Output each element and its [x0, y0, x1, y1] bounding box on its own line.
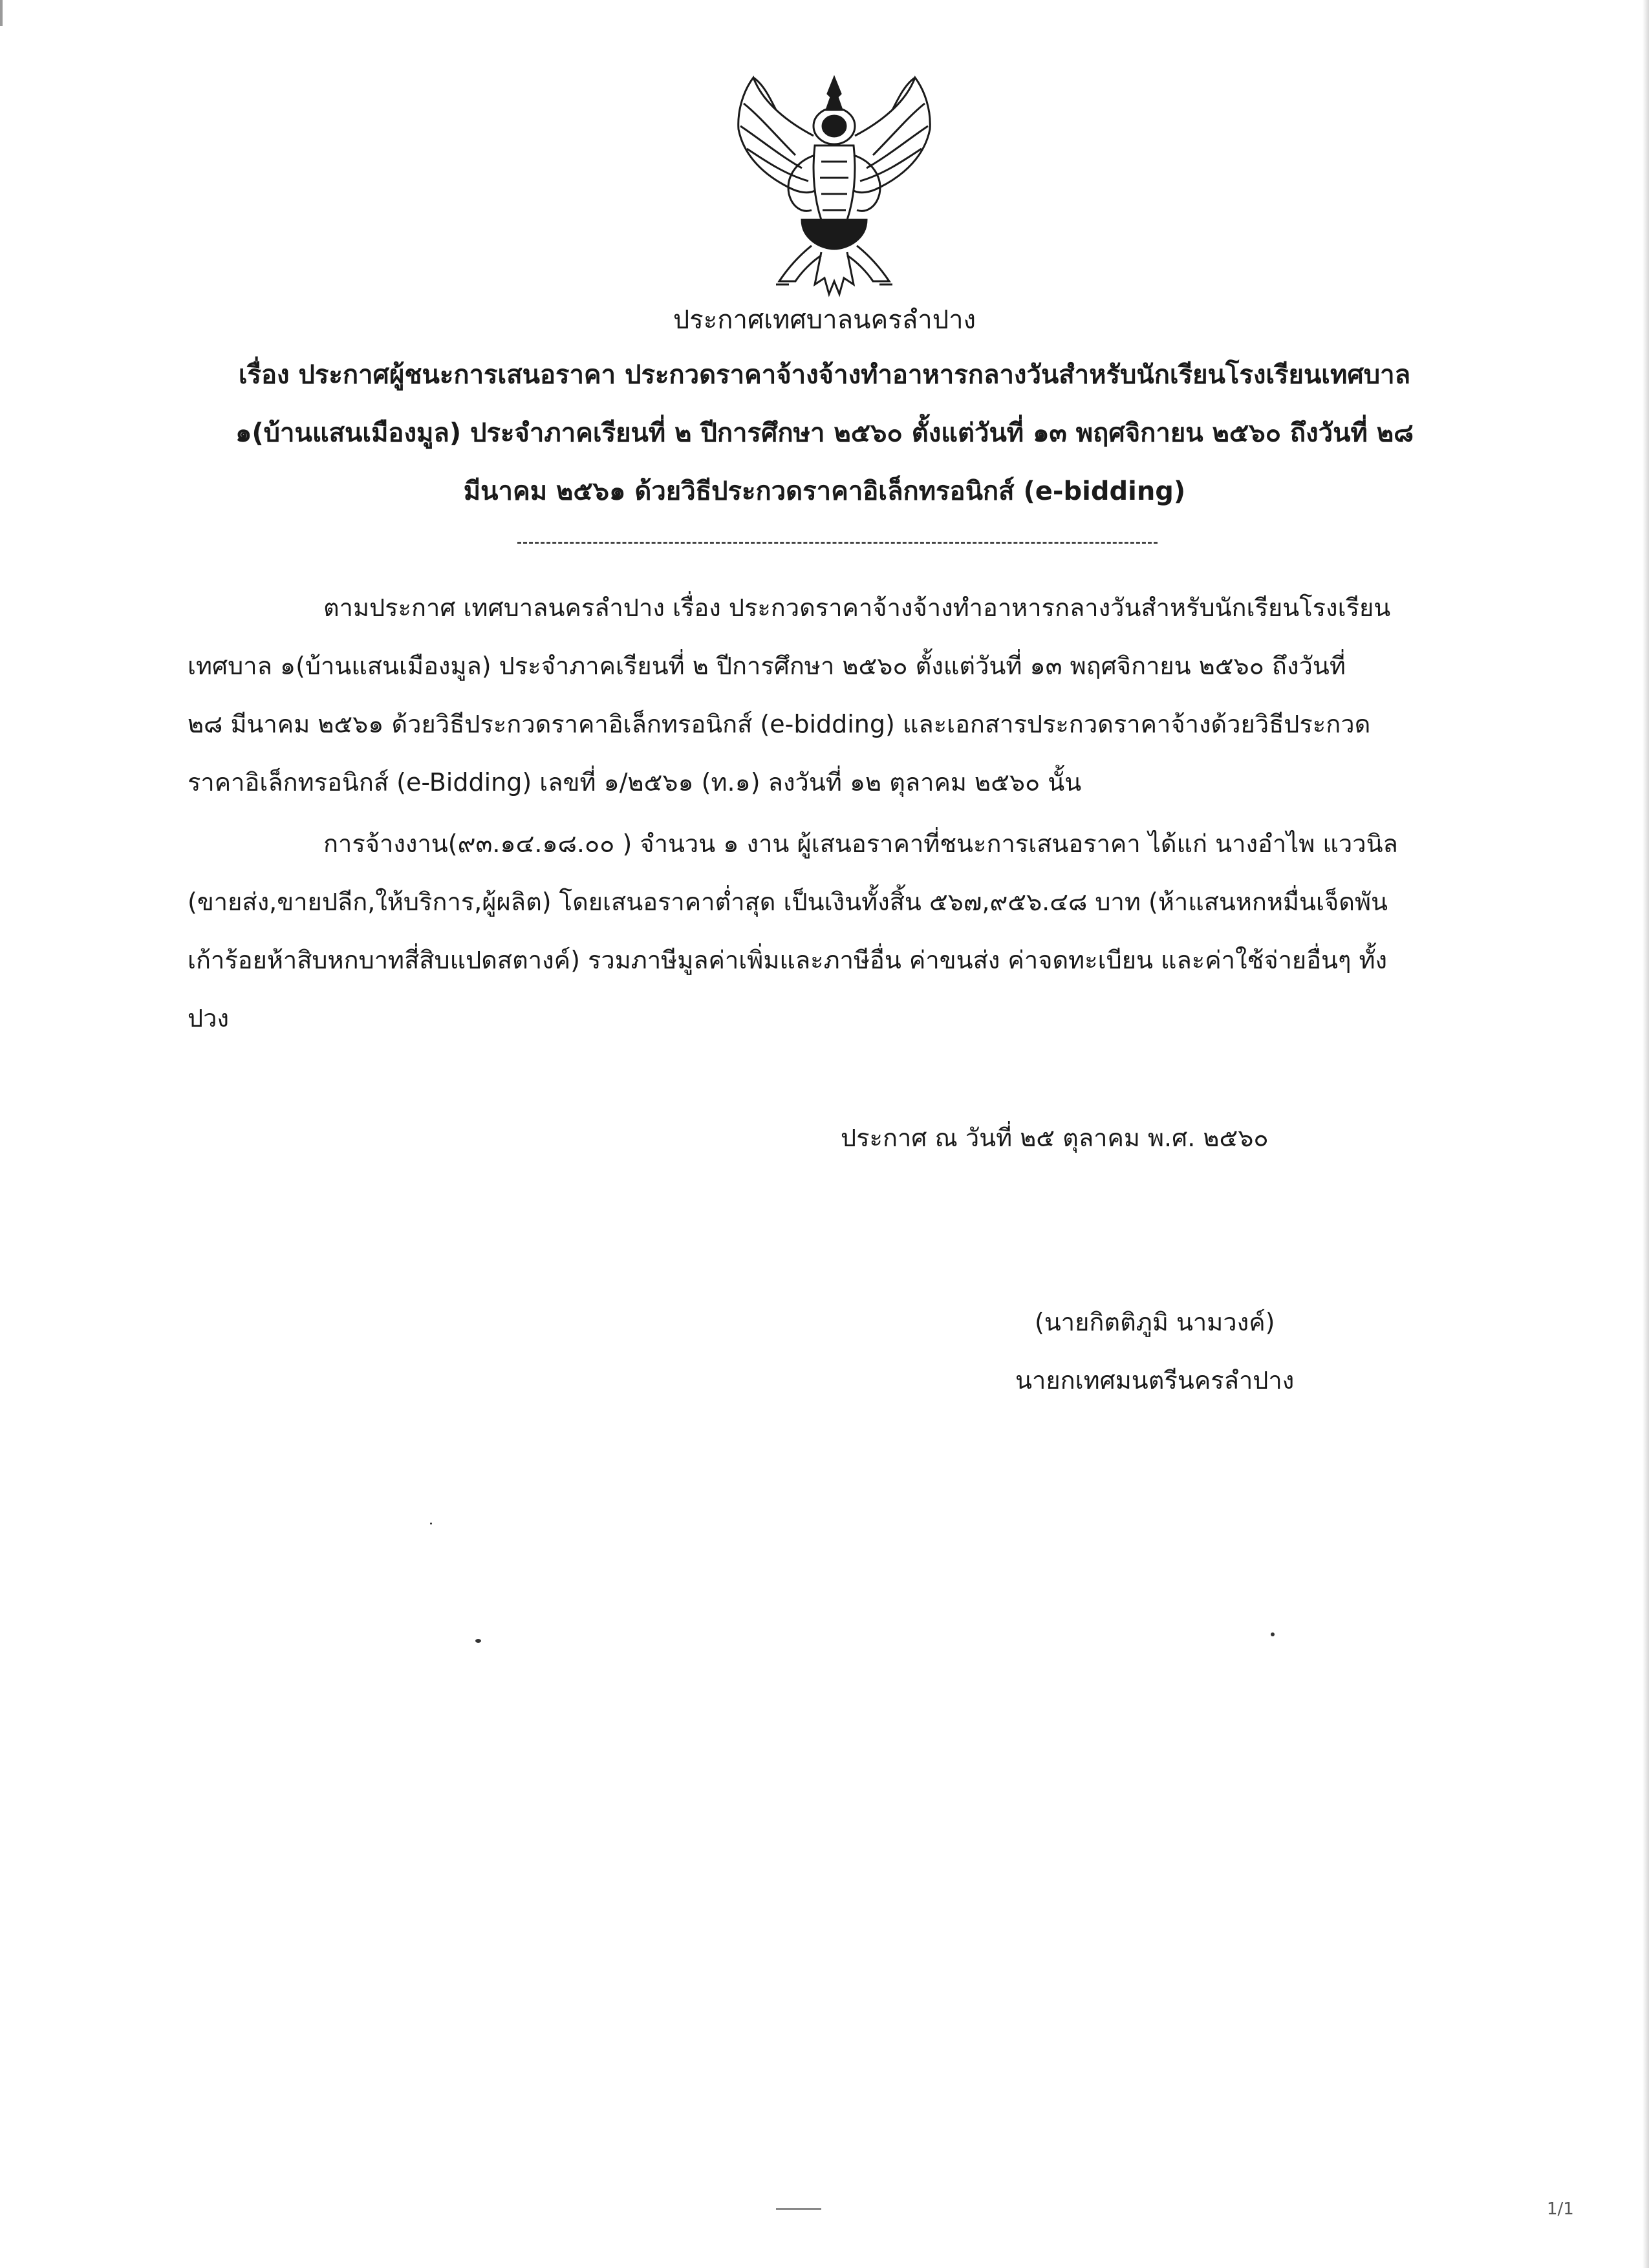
announcement-date: ประกาศ ณ วันที่ ๒๕ ตุลาคม พ.ศ. ๒๕๖๐ — [841, 1124, 1269, 1152]
page-number: 1/1 — [1547, 2199, 1574, 2219]
paragraph-line: เทศบาล ๑(บ้านแสนเมืองมูล) ประจำภาคเรียนที่ ๒ ปีการศึกษา ๒๕๖๐ ตั้งแต่วันที่ ๑๓ พฤศจิกายน ๒๕๖๐ ถึงวันที่ — [188, 652, 1346, 680]
paragraph-line: ตามประกาศ เทศบาลนครลำปาง เรื่อง ประกวดราคาจ้างจ้างทำอาหารกลางวันสำหรับนักเรียนโรงเรียน — [323, 594, 1391, 622]
paragraph-line: (ขายส่ง,ขายปลีก,ให้บริการ,ผู้ผลิต) โดยเสนอราคาต่ำสุด เป็นเงินทั้งสิ้น ๕๖๗,๙๕๖.๔๘ บาท (ห้าแสนหกหมื่นเจ็ดพัน — [188, 888, 1388, 916]
scan-edge — [0, 0, 3, 26]
paragraph-line: ราคาอิเล็กทรอนิกส์ (e-Bidding) เลขที่ ๑/๒๕๖๑ (ท.๑) ลงวันที่ ๑๒ ตุลาคม ๒๕๖๐ นั้น — [188, 768, 1082, 797]
scan-speck — [1271, 1632, 1275, 1636]
signatory-position: นายกเทศมนตรีนครลำปาง — [1015, 1366, 1295, 1395]
divider — [517, 542, 1158, 544]
paragraph-line: เก้าร้อยห้าสิบหกบาทสี่สิบแปดสตางค์) รวมภาษีมูลค่าเพิ่มและภาษีอื่น ค่าขนส่ง ค่าจดทะเบียน และค่าใช้จ่ายอื่นๆ ทั้ง — [188, 946, 1388, 974]
subject-line: เรื่อง ประกาศผู้ชนะการเสนอราคา ประกวดราคาจ้างจ้างทำอาหารกลางวันสำหรับนักเรียนโรงเรียนเทศบาล — [238, 360, 1411, 390]
document-organization: ประกาศเทศบาลนครลำปาง — [673, 305, 976, 335]
scan-speck — [430, 1523, 432, 1524]
paragraph-line: ปวง — [188, 1004, 230, 1032]
signatory-name: (นายกิตติภูมิ นามวงค์) — [1035, 1308, 1275, 1336]
garuda-emblem-icon — [724, 65, 944, 304]
subject-line: มีนาคม ๒๕๖๑ ด้วยวิธีประกวดราคาอิเล็กทรอนิกส์ (e-bidding) — [463, 476, 1186, 506]
subject-line: ๑(บ้านแสนเมืองมูล) ประจำภาคเรียนที่ ๒ ปีการศึกษา ๒๕๖๐ ตั้งแต่วันที่ ๑๓ พฤศจิกายน ๒๕๖๐ ถึงวันที่ ๒๘ — [235, 418, 1414, 448]
paragraph-line: ๒๘ มีนาคม ๒๕๖๑ ด้วยวิธีประกวดราคาอิเล็กทรอนิกส์ (e-bidding) และเอกสารประกวดราคาจ้างด้วยวิธีประกวด — [188, 710, 1371, 738]
scan-edge — [1643, 0, 1649, 2268]
scan-speck — [475, 1639, 481, 1643]
paragraph-line: การจ้างงาน(๙๓.๑๔.๑๘.๐๐ ) จำนวน ๑ งาน ผู้เสนอราคาที่ชนะการเสนอราคา ได้แก่ นางอำไพ แววนิล — [323, 829, 1398, 858]
scan-speck — [776, 2208, 821, 2210]
